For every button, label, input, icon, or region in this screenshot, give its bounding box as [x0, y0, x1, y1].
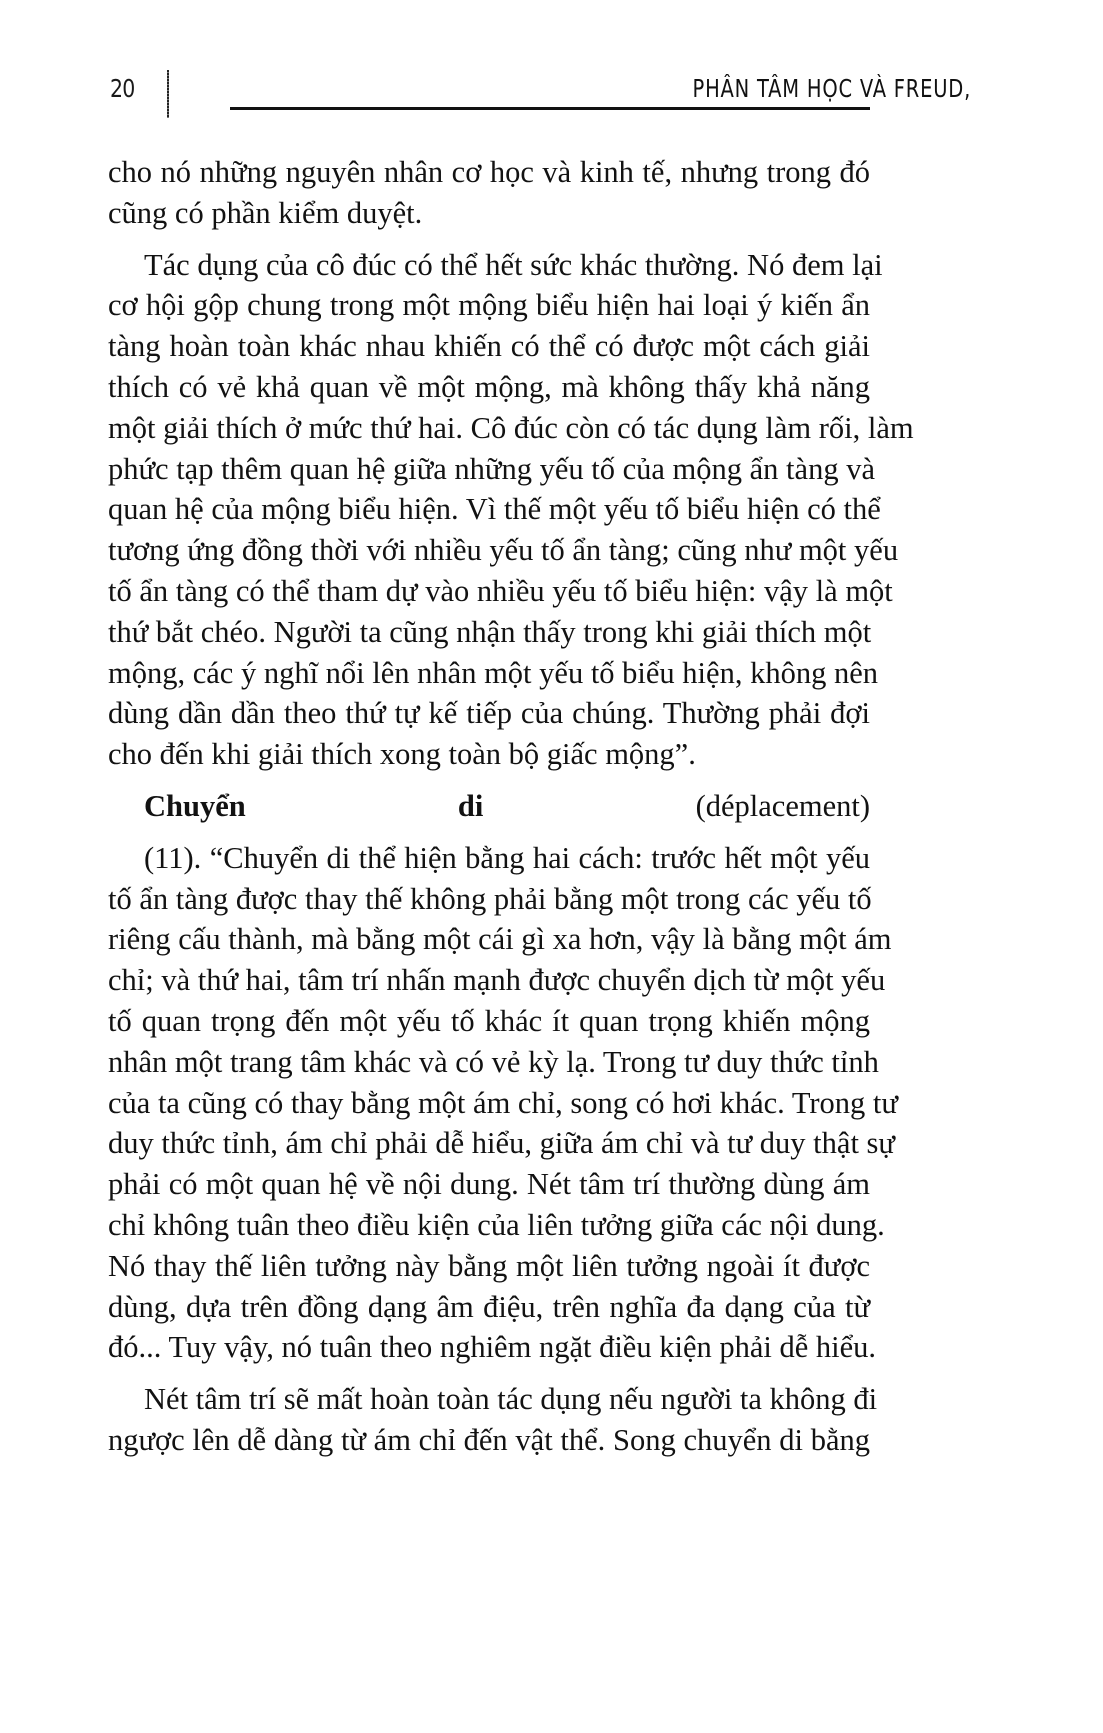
text-line: Nét tâm trí sẽ mất hoàn toàn tác dụng nếu người ta không đi	[144, 1382, 878, 1417]
text-line: thứ bắt chéo. Người ta cũng nhận thấy trong khi giải thích một	[108, 614, 872, 649]
text-line: tương ứng đồng thời với nhiều yếu tố ẩn tàng; cũng như một yếu	[108, 533, 899, 568]
text-line: chỉ không tuân theo điều kiện của liên tưởng giữa các nội dung.	[108, 1207, 885, 1242]
text-line: nhân một trang tâm khác và có vẻ kỳ lạ. Trong tư duy thức tỉnh	[108, 1044, 879, 1079]
text-line: tố ẩn tàng có thể tham dự vào nhiều yếu tố biểu hiện: vậy là một	[108, 573, 893, 608]
paragraph-condensation-effect	[108, 245, 914, 775]
section-subheading	[108, 786, 870, 827]
body-text	[108, 152, 914, 1461]
text-line: cho nó những nguyên nhân cơ học và kinh tế, nhưng trong đó	[108, 155, 870, 189]
page-number: 20	[110, 74, 135, 103]
text-line: tố quan trọng đến một yếu tố khác ít quan trọng khiến mộng	[108, 1003, 870, 1038]
paragraph-mental-trait	[108, 1379, 878, 1461]
text-line: đó... Tuy vậy, nó tuân theo nghiêm ngặt điều kiện phải dễ hiểu.	[108, 1330, 877, 1365]
text-line: thích có vẻ khả quan về một mộng, mà không thấy khả năng	[108, 369, 870, 404]
text-line: của ta cũng có thay bằng một ám chỉ, song có hơi khác. Trong tư	[108, 1085, 898, 1120]
text-line: (11). “Chuyển di thể hiện bằng hai cách: trước hết một yếu	[144, 840, 870, 875]
text-line: quan hệ của mộng biểu hiện. Vì thế một yếu tố biểu hiện có thể	[108, 492, 881, 527]
header-rule	[230, 107, 870, 110]
text-line: dùng dần dần theo thứ tự kế tiếp của chúng. Thường phải đợi	[108, 696, 870, 731]
text-line: một giải thích ở mức thứ hai. Cô đúc còn có tác dụng làm rối, làm	[108, 410, 914, 445]
paragraph-continuation	[108, 152, 870, 234]
text-line: Tác dụng của cô đúc có thể hết sức khác thường. Nó đem lại	[144, 247, 883, 282]
text-line: riêng cấu thành, mà bằng một cái gì xa hơn, vậy là bằng một ám	[108, 922, 892, 957]
running-header	[0, 0, 1103, 130]
text-line: tố ẩn tàng được thay thế không phải bằng một trong các yếu tố	[108, 881, 872, 916]
subheading-gloss: (déplacement)	[695, 788, 870, 823]
paragraph-displacement	[108, 838, 898, 1368]
text-line: duy thức tỉnh, ám chỉ phải dễ hiểu, giữa ám chỉ và tư duy thật sự	[108, 1126, 895, 1161]
text-line: chỉ; và thứ hai, tâm trí nhấn mạnh được chuyển dịch từ một yếu	[108, 963, 886, 998]
subheading-term: Chuyển di	[144, 788, 484, 823]
text-line: ngược lên dễ dàng từ ám chỉ đến vật thể. Song chuyển di bằng	[108, 1422, 870, 1457]
text-line: cũng có phần kiểm duyệt.	[108, 195, 423, 230]
text-line: cơ hội gộp chung trong một mộng biểu hiện hai loại ý kiến ẩn	[108, 288, 870, 323]
running-title: PHÂN TÂM HỌC VÀ FREUD,	[692, 74, 971, 103]
text-line: Nó thay thế liên tưởng này bằng một liên tưởng ngoài ít được	[108, 1248, 870, 1283]
text-line: phải có một quan hệ về nội dung. Nét tâm trí thường dùng ám	[108, 1167, 870, 1202]
text-line: phức tạp thêm quan hệ giữa những yếu tố của mộng ẩn tàng và	[108, 451, 875, 486]
header-divider	[167, 70, 169, 118]
text-line: tàng hoàn toàn khác nhau khiến có thể có được một cách giải	[108, 329, 870, 364]
text-line: cho đến khi giải thích xong toàn bộ giấc mộng”.	[108, 737, 696, 772]
text-line: dùng, dựa trên đồng dạng âm điệu, trên nghĩa đa dạng của từ	[108, 1289, 870, 1324]
text-line: mộng, các ý nghĩ nổi lên nhân một yếu tố biểu hiện, không nên	[108, 655, 878, 690]
